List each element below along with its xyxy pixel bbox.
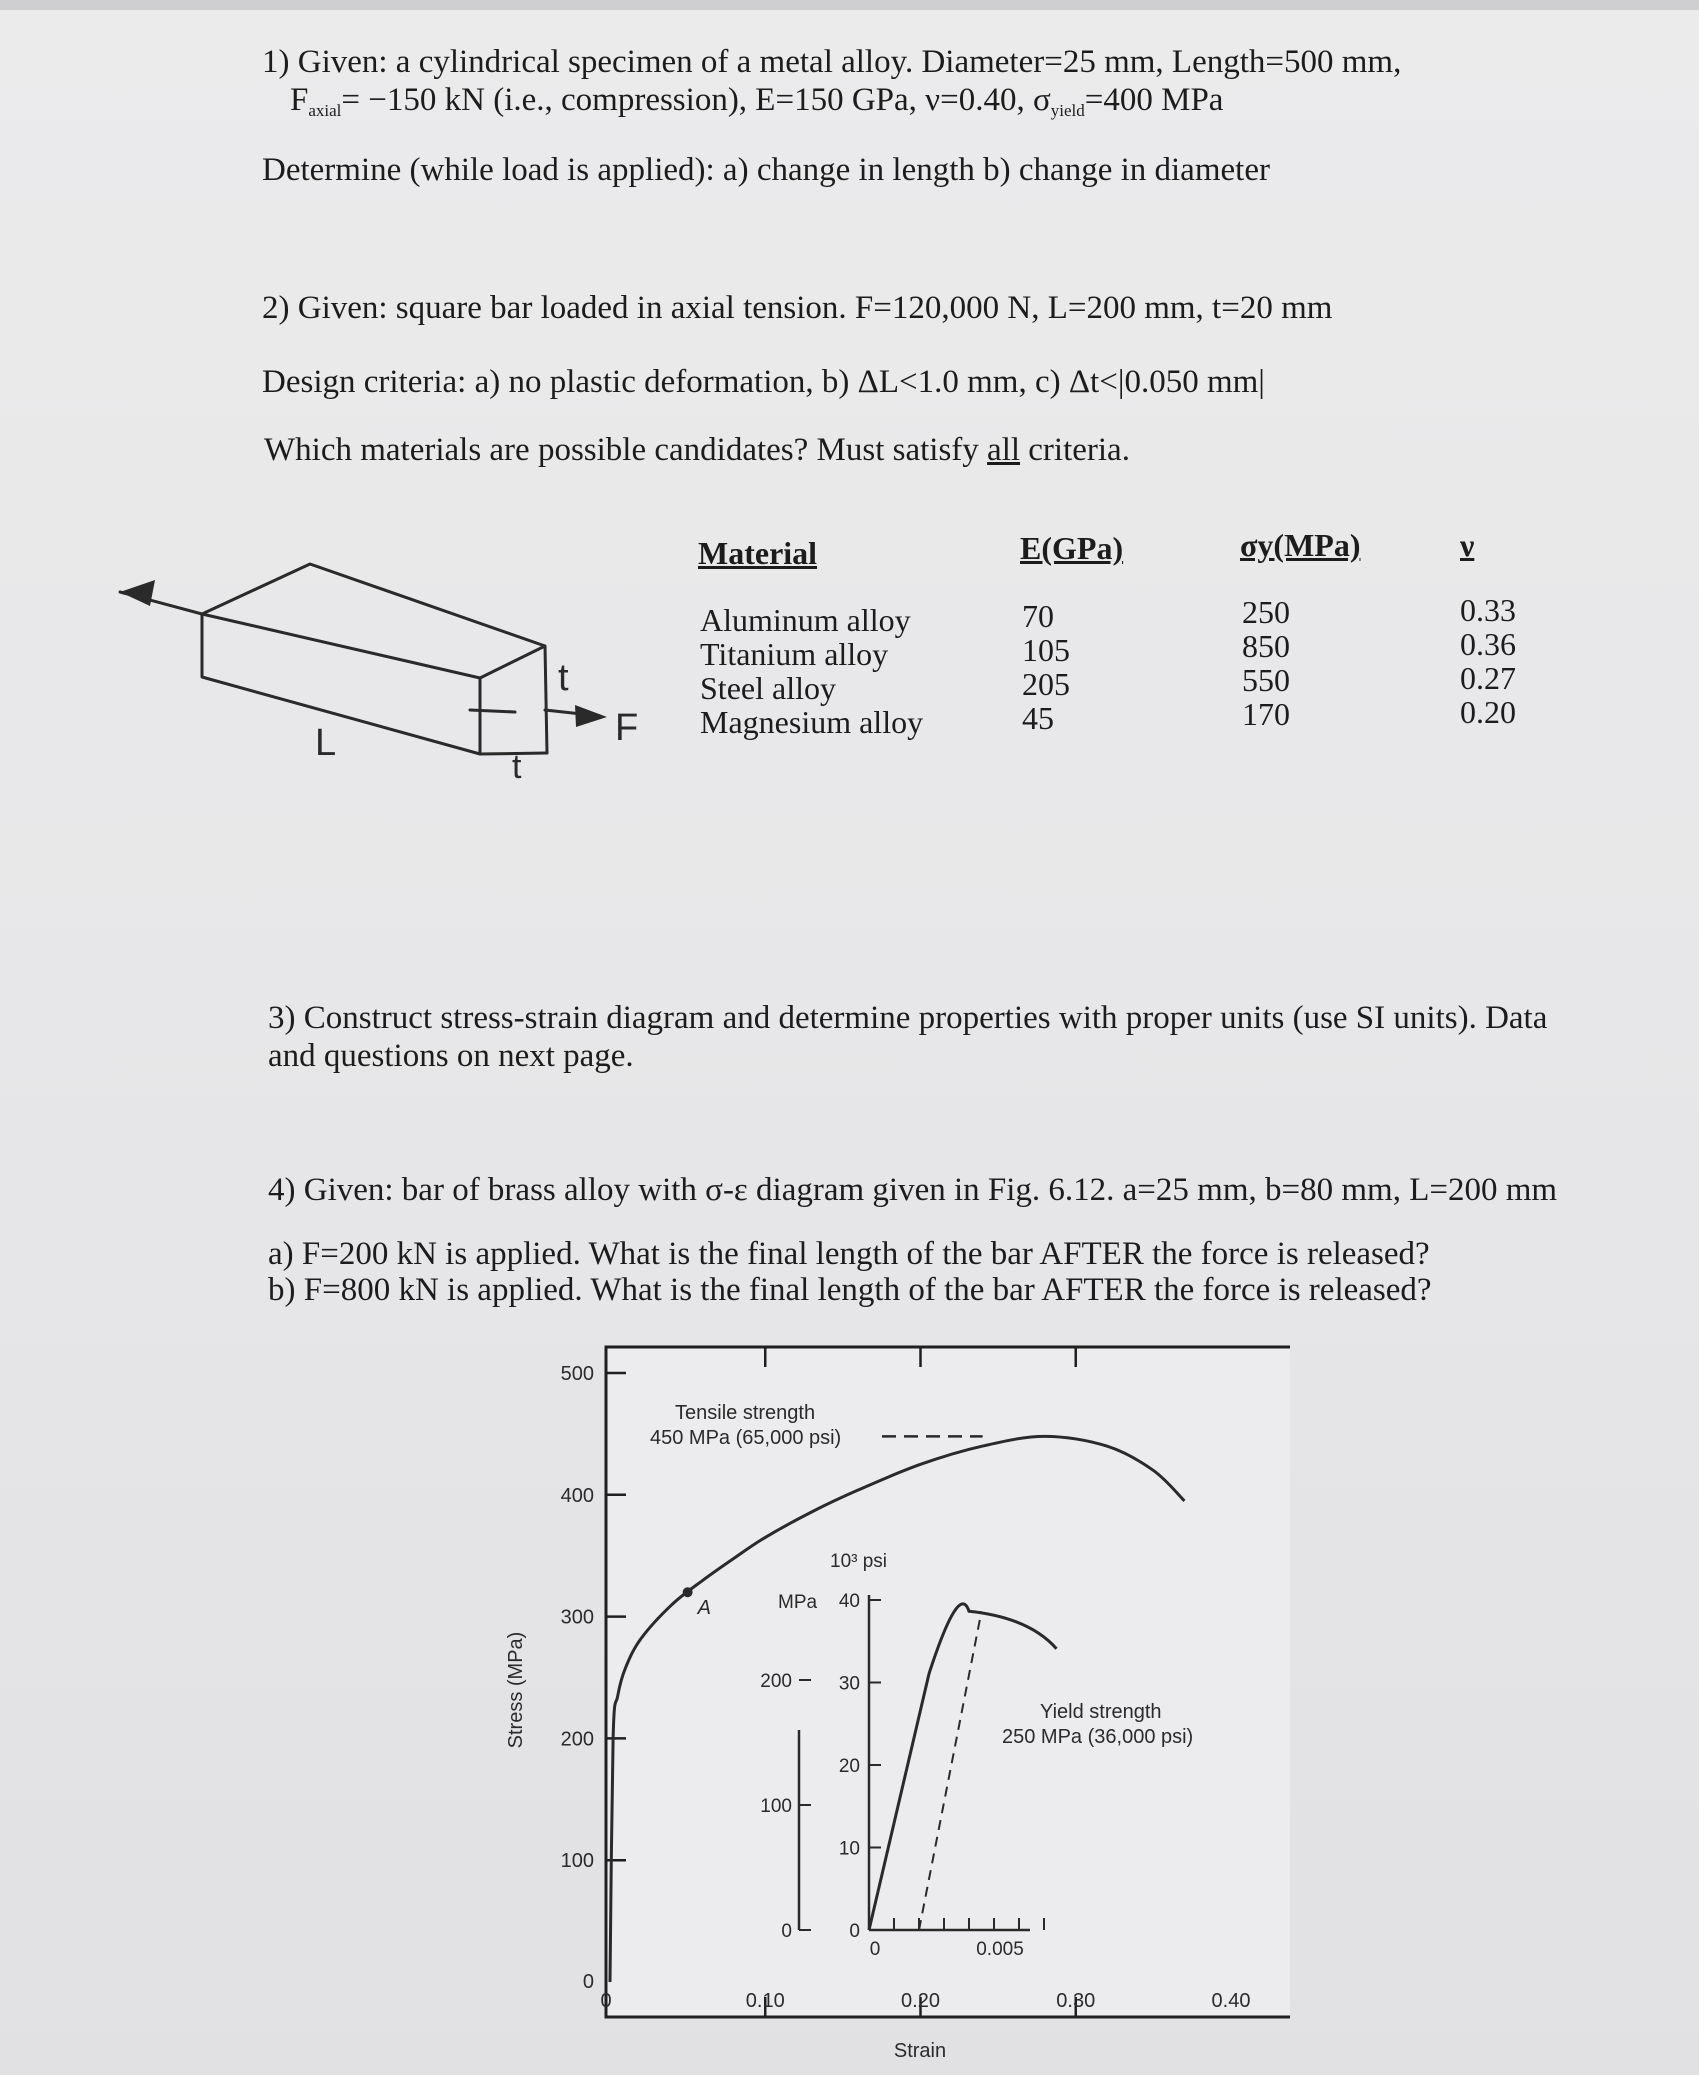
problem2-line3 bbox=[264, 432, 1130, 468]
table-cell: 850 bbox=[1242, 628, 1290, 664]
inset-psi-tick-label: 0 bbox=[849, 1921, 860, 1942]
problem2-line1: 2) Given: square bar loaded in axial tension. F=120,000 N, L=200 mm, t=20 mm bbox=[262, 290, 1333, 326]
table-cell: 250 bbox=[1242, 594, 1290, 630]
problem1-line2-end: =400 MPa bbox=[1084, 82, 1224, 118]
right-arrow-head bbox=[575, 705, 607, 727]
f-subscript: axial bbox=[308, 101, 342, 120]
yield-strength-value: 250 MPa (36,000 psi) bbox=[1002, 1726, 1194, 1748]
label-t-bottom: t bbox=[512, 748, 522, 780]
y-tick-label: 100 bbox=[560, 1850, 594, 1873]
point-a-label: A bbox=[697, 1597, 711, 1620]
table-header-material: Material bbox=[698, 535, 818, 571]
tensile-strength-value: 450 MPa (65,000 psi) bbox=[650, 1427, 842, 1449]
problem2-line3-b: criteria. bbox=[1020, 432, 1130, 468]
x-axis-title: Strain bbox=[893, 2040, 947, 2062]
table-col-sy bbox=[1242, 595, 1290, 731]
y-tick-label: 300 bbox=[560, 1606, 594, 1629]
table-header-nu: ν bbox=[1460, 527, 1475, 563]
x-tick-label: 0.40 bbox=[1211, 1990, 1251, 2012]
problem3-line1: 3) Construct stress-strain diagram and determine properties with proper units (use SI units). Data bbox=[268, 1000, 1548, 1036]
inset-mpa-tick-label: 0 bbox=[781, 1921, 792, 1942]
bar-front-face bbox=[202, 614, 480, 754]
table-cell: Magnesium alloy bbox=[700, 704, 924, 740]
stress-strain-chart bbox=[490, 1330, 1290, 2070]
table-cell: Steel alloy bbox=[700, 670, 836, 706]
problem2-line3-all: all bbox=[987, 432, 1021, 468]
table-cell: 205 bbox=[1022, 666, 1070, 702]
table-col-material bbox=[700, 603, 923, 739]
inset-mpa-label: MPa bbox=[778, 1592, 818, 1613]
table-cell: 550 bbox=[1242, 662, 1290, 698]
top-edge bbox=[0, 0, 1699, 10]
inset-psi-tick-label: 20 bbox=[838, 1756, 860, 1777]
inset-x-tick-label: 0 bbox=[869, 1939, 881, 1960]
label-L: L bbox=[315, 722, 337, 764]
table-cell: Titanium alloy bbox=[700, 636, 889, 672]
problem1-line1: 1) Given: a cylindrical specimen of a metal alloy. Diameter=25 mm, Length=500 mm, bbox=[262, 44, 1402, 80]
y-axis-title: Stress (MPa) bbox=[505, 1631, 527, 1749]
table-cell: 70 bbox=[1022, 598, 1054, 634]
problem1-line3: Determine (while load is applied): a) change in length b) change in diameter bbox=[262, 152, 1270, 188]
yield-strength-title: Yield strength bbox=[1040, 1701, 1162, 1723]
problem1-line2-mid: = −150 kN (i.e., compression), E=150 GPa, ν=0.40, σ bbox=[341, 82, 1051, 118]
problem1-line2 bbox=[290, 82, 1223, 129]
table-header-e: E(GPa) bbox=[1020, 530, 1124, 566]
sigma-subscript: yield bbox=[1050, 101, 1085, 120]
inset-psi-tick-label: 30 bbox=[838, 1673, 860, 1695]
table-cell: 0.36 bbox=[1460, 626, 1516, 662]
f-symbol: F bbox=[290, 82, 309, 118]
y-tick-label: 500 bbox=[560, 1363, 594, 1385]
table-cell: 170 bbox=[1242, 696, 1290, 732]
x-tick-label: 0.30 bbox=[1056, 1990, 1096, 2012]
tensile-strength-title: Tensile strength bbox=[675, 1402, 816, 1424]
table-cell: 0.33 bbox=[1460, 592, 1516, 628]
problem4-line3: b) F=800 kN is applied. What is the final length of the bar AFTER the force is released? bbox=[268, 1272, 1432, 1308]
inset-psi-label: 10³ psi bbox=[830, 1551, 888, 1572]
y-tick-label: 400 bbox=[560, 1484, 594, 1507]
table-cell: Aluminum alloy bbox=[700, 602, 911, 638]
table-header-sy: σy(MPa) bbox=[1240, 527, 1361, 563]
x-tick-label: 0.10 bbox=[745, 1990, 785, 2012]
inset-x-tick-label: 0.005 bbox=[976, 1939, 1024, 1960]
problem3-line2: and questions on next page. bbox=[268, 1038, 634, 1074]
table-cell: 0.20 bbox=[1460, 694, 1516, 730]
x-tick-label: 0.20 bbox=[901, 1990, 940, 2012]
problem4-line2: a) F=200 kN is applied. What is the final length of the bar AFTER the force is released? bbox=[268, 1236, 1430, 1272]
point-a-marker bbox=[683, 1587, 693, 1597]
bar-sketch bbox=[110, 550, 670, 780]
label-F: F bbox=[615, 707, 639, 749]
table-cell: 45 bbox=[1022, 700, 1054, 736]
x-tick-label: 0 bbox=[600, 1990, 612, 2012]
inset-mpa-tick-label: 200 bbox=[760, 1671, 792, 1692]
table-cell: 0.27 bbox=[1460, 660, 1516, 696]
inset-psi-tick-label: 10 bbox=[838, 1838, 860, 1860]
problem2-line2: Design criteria: a) no plastic deformation, b) ΔL<1.0 mm, c) Δt<|0.050 mm| bbox=[262, 364, 1265, 400]
table-col-e bbox=[1022, 599, 1070, 735]
left-arrow-head bbox=[120, 580, 155, 606]
y-tick-label: 0 bbox=[582, 1971, 594, 1993]
inset-psi-tick-label: 40 bbox=[838, 1591, 860, 1612]
table-col-nu bbox=[1460, 593, 1516, 729]
problem4-line1: 4) Given: bar of brass alloy with σ-ε diagram given in Fig. 6.12. a=25 mm, b=80 mm, L=200 mm bbox=[268, 1172, 1558, 1208]
table-cell: 105 bbox=[1022, 632, 1070, 668]
inset-mpa-tick-label: 100 bbox=[760, 1796, 792, 1817]
label-t-top: t bbox=[558, 657, 569, 699]
problem2-line3-a: Which materials are possible candidates? Must satisfy bbox=[264, 432, 988, 468]
y-tick-label: 200 bbox=[560, 1728, 594, 1751]
